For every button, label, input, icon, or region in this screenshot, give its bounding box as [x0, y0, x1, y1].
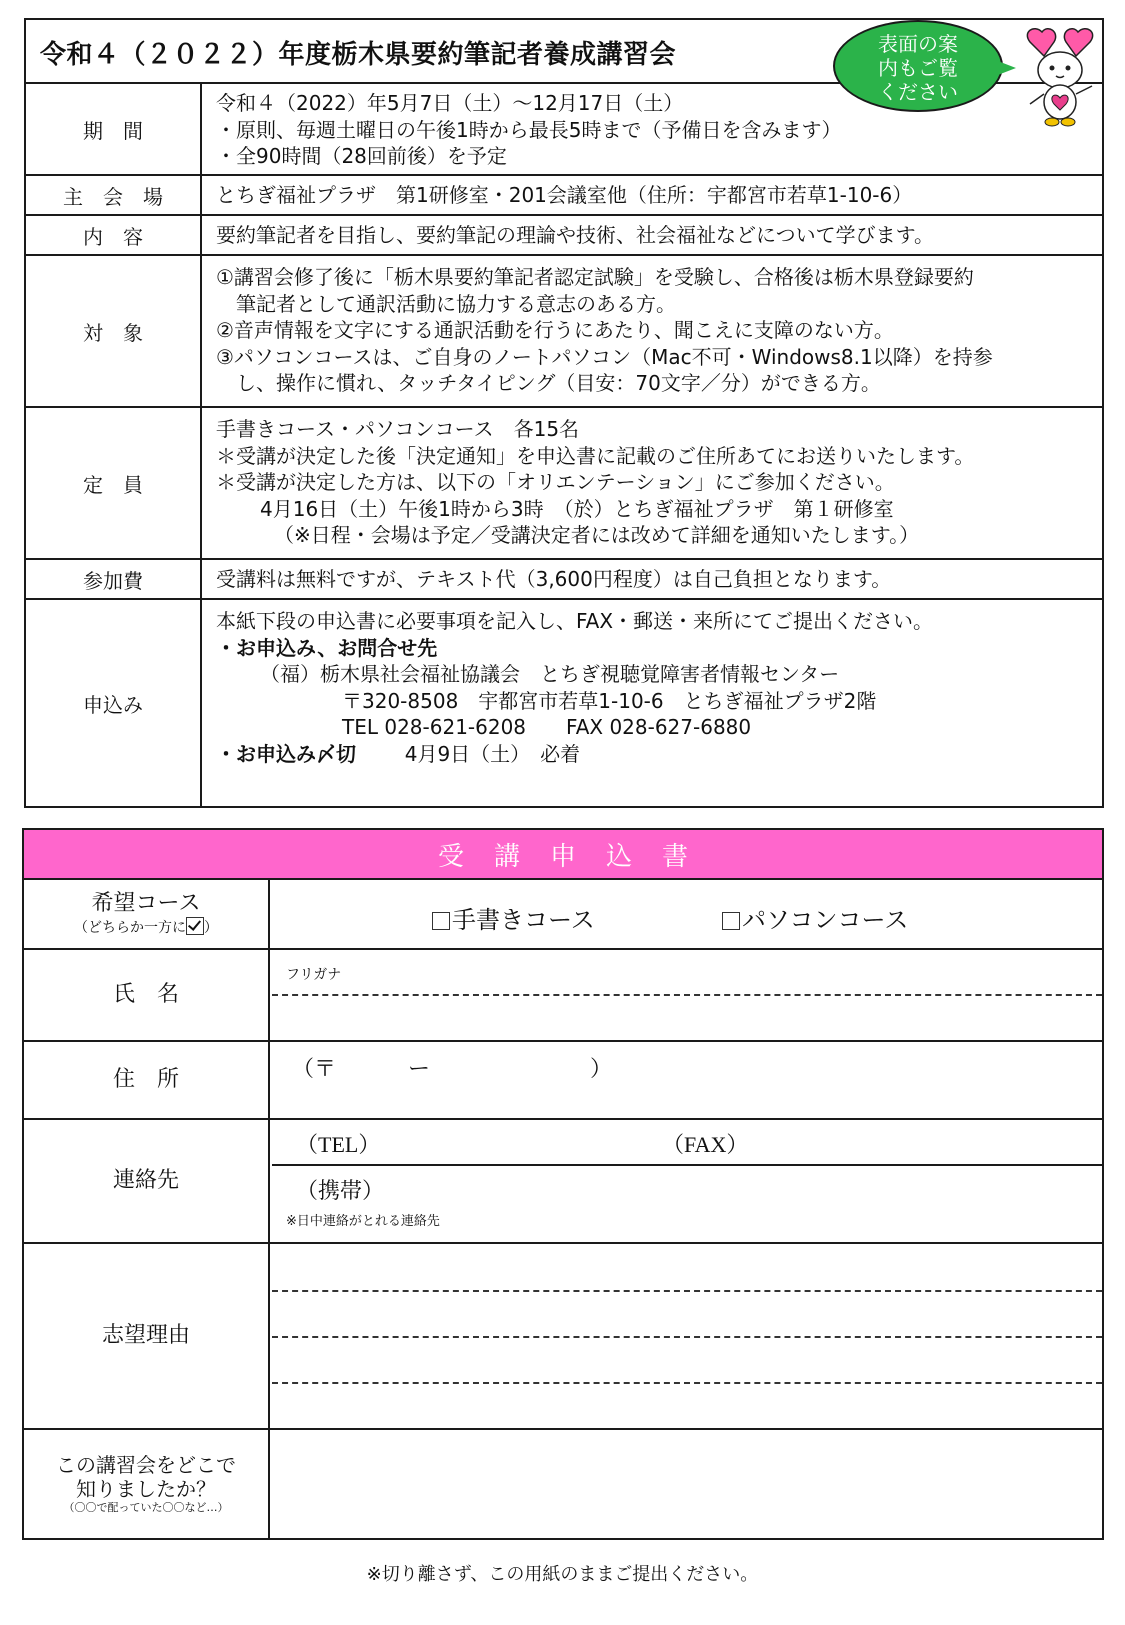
fee-text: 受講料は無料ですが、テキスト代（3,600円程度）は自己負担となります。 [216, 567, 892, 591]
target-label: 対 象 [26, 256, 202, 406]
mobile-field[interactable]: （携帯） [296, 1178, 385, 1203]
reason-line [272, 1336, 1102, 1338]
apply-label: 申込み [26, 600, 202, 806]
course-sublabel [74, 917, 218, 937]
apply-contact-heading: ・お申込み、お問合せ先 [216, 635, 438, 660]
course-sublabel-close: ） [204, 920, 218, 936]
apply-line: 本紙下段の申込書に必要事項を記入し、FAX・郵送・来所にてご提出ください。 [216, 609, 934, 633]
bubble-line: 表面の案 [878, 32, 958, 56]
course-option-pc-label: パソコンコース [742, 906, 909, 934]
apply-address: 〒320-8508 宇都宮市若草1-10-6 とちぎ福祉プラザ2階 [342, 688, 877, 713]
apply-phone-fax: TEL 028-621-6208 FAX 028-627-6880 [342, 715, 752, 739]
course-info-table [24, 18, 1104, 808]
course-label-cell [24, 880, 270, 948]
venue-label: 主 会 場 [26, 176, 202, 214]
contact-fields [272, 1120, 1102, 1242]
venue-text: とちぎ福祉プラザ 第1研修室・201会議室他（住所：宇都宮市若草1-10-6） [216, 183, 913, 207]
apply-deadline-heading: ・お申込み〆切 [216, 741, 356, 766]
source-label-line: この講習会をどこで [56, 1453, 236, 1477]
content-text: 要約筆記者を目指し、要約筆記の理論や技術、社会福祉などについて学びます。 [216, 223, 934, 247]
furigana-divider [272, 994, 1102, 996]
name-field[interactable] [272, 950, 1102, 1040]
postal-dash: ー [408, 1057, 431, 1082]
speech-bubble [833, 20, 1003, 112]
reason-line [272, 1382, 1102, 1384]
reason-label: 志望理由 [24, 1244, 270, 1428]
address-field[interactable] [272, 1042, 1102, 1118]
name-label: 氏 名 [24, 950, 270, 1040]
checkbox-icon[interactable] [722, 912, 740, 930]
course-option-pc[interactable] [722, 900, 908, 935]
course-option-handwriting[interactable] [432, 900, 595, 935]
bubble-line: 内もご覧 [878, 56, 958, 80]
postal-open: （〒 [292, 1057, 337, 1082]
course-row [24, 880, 1102, 950]
target-line: ②音声情報を文字にする通訳活動を行うにあたり、聞こえに支障のない方。 [216, 318, 894, 342]
mascot-illustration [1020, 26, 1106, 130]
period-line: ・原則、毎週土曜日の午後1時から最長5時まで（予備日を含みます） [216, 117, 842, 142]
course-sublabel-text: （どちらか一方に [74, 920, 186, 936]
capacity-label: 定 員 [26, 408, 202, 558]
row-target [26, 256, 1102, 408]
row-content [26, 216, 1102, 256]
course-options [272, 880, 1102, 948]
checkmark-icon [186, 917, 204, 935]
target-line: ③パソコンコースは、ご自身のノートパソコン（Mac不可・Windows8.1以降）を持参 [216, 344, 993, 369]
reason-line [272, 1290, 1102, 1292]
address-label: 住 所 [24, 1042, 270, 1118]
period-line: ・全90時間（28回前後）を予定 [216, 144, 507, 168]
fee-label: 参加費 [26, 560, 202, 598]
period-label: 期 間 [26, 84, 202, 174]
bubble-tail [990, 58, 1016, 78]
row-apply [26, 600, 1102, 806]
capacity-line: （※日程・会場は予定／受講決定者には改めて詳細を通知いたします。） [274, 523, 920, 547]
footnote: ※切り離さず、この用紙のままご提出ください。 [366, 1564, 759, 1585]
contact-divider [272, 1164, 1102, 1166]
name-row [24, 950, 1102, 1042]
apply-org: （福）栃木県社会福祉協議会 とちぎ視聴覚障害者情報センター [260, 662, 840, 686]
reason-field[interactable] [272, 1244, 1102, 1428]
capacity-line: ＊受講が決定した方は、以下の「オリエンテーション」にご参加ください。 [216, 470, 895, 494]
source-label-cell [24, 1430, 270, 1538]
row-capacity [26, 408, 1102, 560]
target-line: し、操作に慣れ、タッチタイピング（目安：70文字／分）ができる方。 [236, 371, 881, 395]
row-venue [26, 176, 1102, 216]
contact-label: 連絡先 [24, 1120, 270, 1242]
source-field[interactable] [272, 1430, 1102, 1538]
postal-close: ） [590, 1057, 613, 1082]
bubble-line: ください [878, 80, 958, 104]
course-option-handwriting-label: 手書きコース [452, 906, 595, 934]
course-label: 希望コース [91, 891, 201, 916]
source-row [24, 1430, 1102, 1538]
form-header: 受講申込書 [24, 830, 1102, 880]
contact-row [24, 1120, 1102, 1244]
page-title: 令和４（２０２２）年度栃木県要約筆記者養成講習会 [40, 40, 677, 70]
contact-note: ※日中連絡がとれる連絡先 [286, 1214, 440, 1229]
capacity-line: 手書きコース・パソコンコース 各15名 [216, 417, 580, 441]
source-label-line: 知りましたか？ [76, 1477, 216, 1501]
target-line: ①講習会修了後に「栃木県要約筆記者認定試験」を受験し、合格後は栃木県登録要約 [216, 265, 974, 289]
row-fee [26, 560, 1102, 600]
apply-deadline-date: 4月9日（土） 必着 [404, 741, 581, 766]
capacity-line: 4月16日（土）午後1時から3時 （於）とちぎ福祉プラザ 第１研修室 [260, 496, 894, 521]
capacity-line: ＊受講が決定した後「決定通知」を申込書に記載のご住所あてにお送りいたします。 [216, 443, 975, 468]
source-label-note: （〇〇で配っていた〇〇など…） [63, 1501, 229, 1514]
address-row [24, 1042, 1102, 1120]
application-form [22, 828, 1104, 1540]
period-line: 令和４（2022）年5月7日（土）～12月17日（土） [216, 91, 684, 115]
furigana-label: フリガナ [286, 967, 342, 983]
reason-row [24, 1244, 1102, 1430]
tel-field[interactable]: （TEL） [296, 1132, 381, 1157]
target-line: 筆記者として通訳活動に協力する意志のある方。 [236, 291, 676, 316]
checkbox-icon[interactable] [432, 912, 450, 930]
fax-field[interactable]: （FAX） [662, 1132, 749, 1157]
content-label: 内 容 [26, 216, 202, 254]
